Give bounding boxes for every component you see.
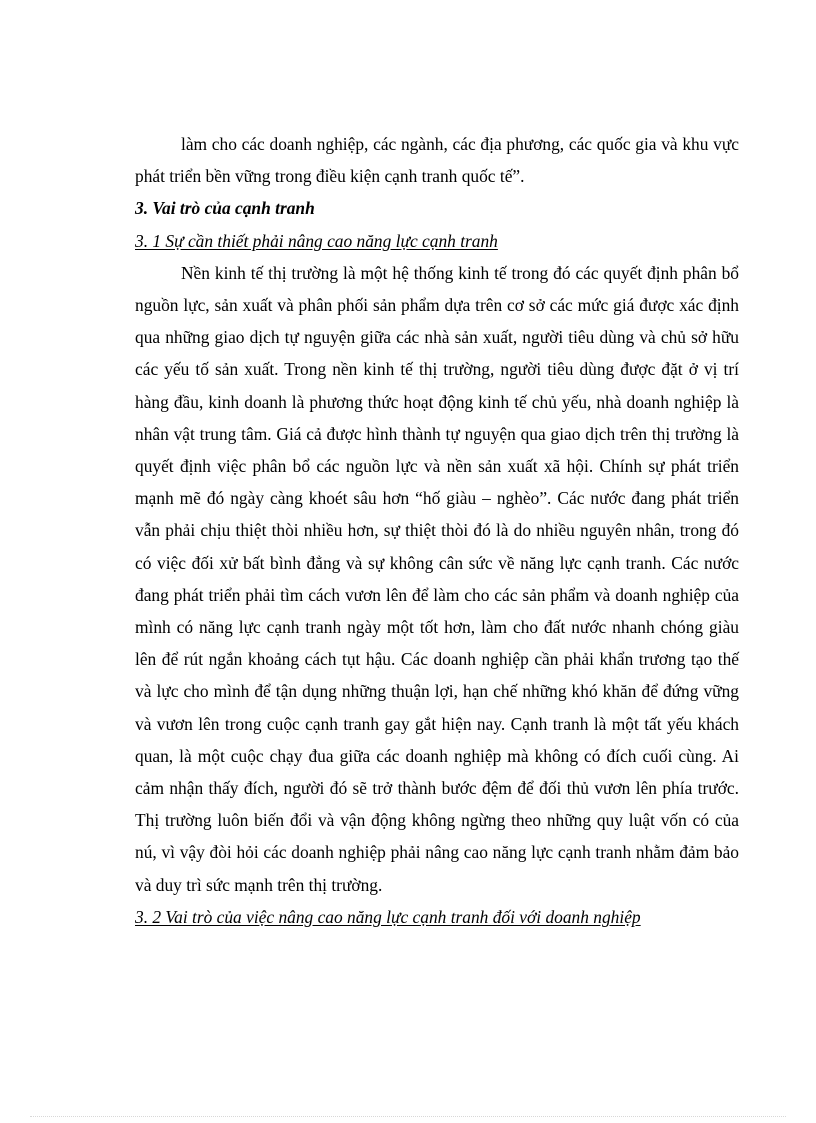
subsection-heading-1: 3. 1 Sự cần thiết phải nâng cao năng lực cạnh tranh bbox=[135, 230, 498, 251]
body-paragraph: Nền kinh tế thị trường là một hệ thống kinh tế trong đó các quyết định phân bổ nguồn lực, sản xuất và phân phối sản phẩm dựa trên cơ sở các mức giá được xác định qua những giao dịch tự nguyện giữa các nhà sản xuất, người tiêu dùng và chủ sở hữu các yếu tố sản xuất. Trong nền kinh tế thị trường, người tiêu dùng được đặt ở vị trí hàng đầu, kinh doanh là phương thức hoạt động kinh tế chủ yếu, nhà doanh nghiệp là nhân vật trung tâm. Giá cả được hình thành tự nguyện qua giao dịch trên thị trường là quyết định việc phân bổ các nguồn lực và nền sản xuất xã hội. Chính sự phát triển mạnh mẽ đó ngày càng khoét sâu hơn “hố giàu – nghèo”. Các nước đang phát triển vẫn phải chịu thiệt thòi nhiều hơn, sự thiệt thòi đó là do nhiều nguyên nhân, trong đó có việc đối xử bất bình đẳng và sự không cân sức về năng lực cạnh tranh. Các nước đang phát triển phải tìm cách vươn lên để làm cho các sản phẩm và doanh nghiệp của mình có năng lực cạnh tranh ngày một tốt hơn, làm cho đất nước nhanh chóng giàu lên để rút ngắn khoảng cách tụt hậu. Các doanh nghiệp cần phải khẩn trương tạo thế và lực cho mình để tận dụng những thuận lợi, hạn chế những khó khăn để đứng vững và vươn lên trong cuộc cạnh tranh gay gắt hiện nay. Cạnh tranh là một tất yếu khách quan, là một cuộc chạy đua giữa các doanh nghiệp mà không có đích cuối cùng. Ai cảm nhận thấy đích, người đó sẽ trở thành bước đệm để đối thủ vươn lên phía trước. Thị trường luôn biến đổi và vận động không ngừng theo những quy luật vốn có của nú, vì vậy đòi hỏi các doanh nghiệp phải nâng cao năng lực cạnh tranh nhằm đảm bảo và duy trì sức mạnh trên thị trường. bbox=[135, 262, 739, 895]
page-body bbox=[135, 128, 739, 933]
section-heading: 3. Vai trò của cạnh tranh bbox=[135, 198, 315, 219]
page-bottom-divider bbox=[30, 1116, 786, 1117]
subsection-heading-2: 3. 2 Vai trò của việc nâng cao năng lực cạnh tranh đối với doanh nghiệp bbox=[135, 906, 641, 927]
continuation-paragraph: làm cho các doanh nghiệp, các ngành, các địa phương, các quốc gia và khu vực phát triển bền vững trong điều kiện cạnh tranh quốc tế”. bbox=[135, 134, 739, 187]
